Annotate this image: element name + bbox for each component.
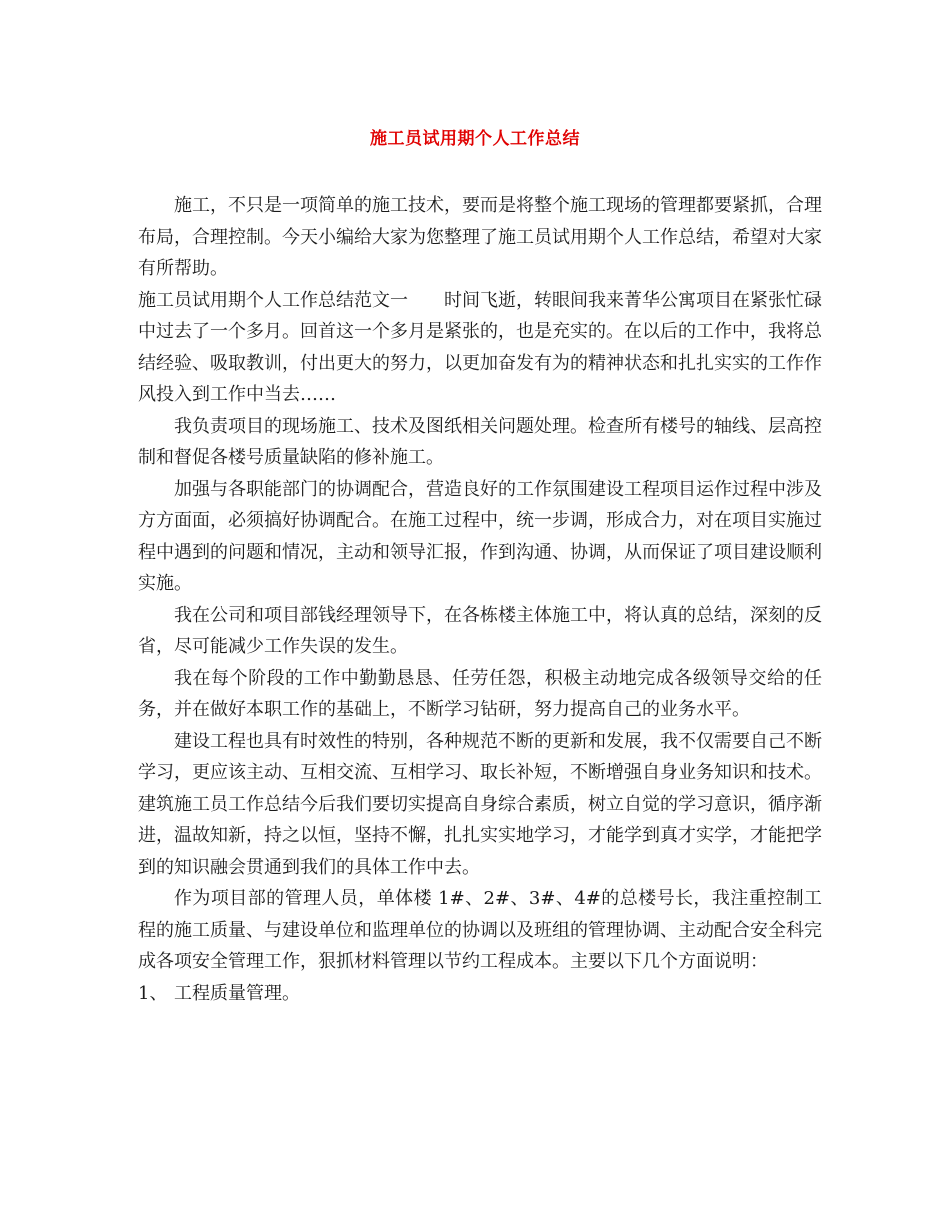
paragraph-management: 作为项目部的管理人员，单体楼 1#、2#、3#、4#的总楼号长，我注重控制工程的施工质量、与建设单位和监理单位的协调以及班组的管理协调、主动配合安全科完成各项安全管理工作，狠抓材料管理以节约工程成本。主要以下几个方面说明： xyxy=(138,888,822,972)
paragraph-diligence: 我在每个阶段的工作中勤勤恳恳、任劳任怨，积极主动地完成各级领导交给的任务，并在做好本职工作的基础上，不断学习钻研，努力提高自己的业务水平。 xyxy=(138,667,822,720)
paragraph-coordination: 加强与各职能部门的协调配合，营造良好的工作氛围建设工程项目运作过程中涉及方方面面，必须搞好协调配合。在施工过程中，统一步调，形成合力，对在项目实施过程中遇到的问题和情况，主动和领导汇报，作到沟通、协调，从而保证了项目建设顺利实施。 xyxy=(138,478,822,594)
intro-paragraph: 施工，不只是一项简单的施工技术，要而是将整个施工现场的管理都要紧抓，合理布局，合理控制。今天小编给大家为您整理了施工员试用期个人工作总结，希望对大家有所帮助。 xyxy=(138,195,822,279)
document-body xyxy=(138,190,822,1009)
list-item-number: 1、 xyxy=(138,982,168,1004)
paragraph-learning: 建设工程也具有时效性的特别，各种规范不断的更新和发展，我不仅需要自己不断学习，更应该主动、互相交流、互相学习、取长补短，不断增强自身业务知识和技术。建筑施工员工作总结今后我们要切实提高自身综合素质，树立自觉的学习意识，循序渐进，温故知新，持之以恒，坚持不懈，扎扎实实地学习，才能学到真才实学，才能把学到的知识融会贯通到我们的具体工作中去。 xyxy=(138,730,822,878)
list-item-text: 工程质量管理。 xyxy=(174,982,300,1004)
document-title: 施工员试用期个人工作总结 xyxy=(370,129,580,149)
list-item xyxy=(138,978,822,1010)
paragraph-responsibilities: 我负责项目的现场施工、技术及图纸相关问题处理。检查所有楼号的轴线、层高控制和督促各楼号质量缺陷的修补施工。 xyxy=(138,415,822,468)
sample-heading-paragraph: 施工员试用期个人工作总结范文一 时间飞逝，转眼间我来菁华公寓项目在紧张忙碌中过去了一个多月。回首这一个多月是紧张的，也是充实的。在以后的工作中，我将总结经验、吸取教训，付出更大的努力，以更加奋发有为的精神状态和扎扎实实的工作作风投入到工作中当去…… xyxy=(138,289,822,405)
paragraph-reflection: 我在公司和项目部钱经理领导下，在各栋楼主体施工中，将认真的总结，深刻的反省，尽可能减少工作失误的发生。 xyxy=(138,604,822,657)
